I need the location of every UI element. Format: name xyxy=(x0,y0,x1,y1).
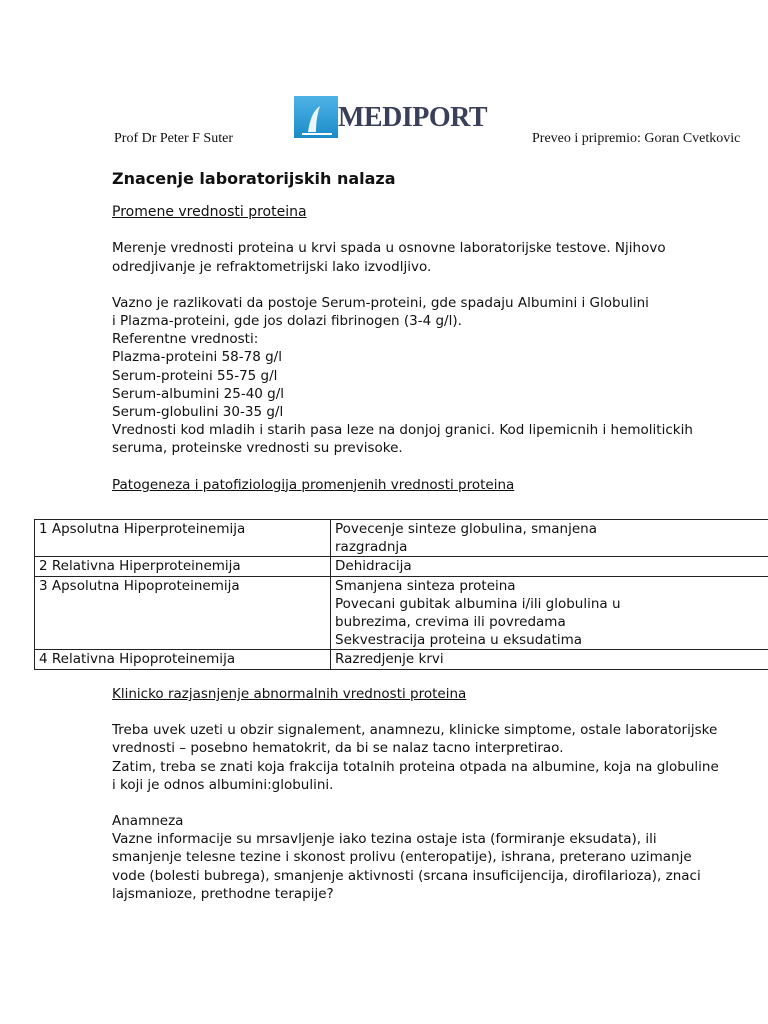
logo-text: MEDIPORT xyxy=(338,102,488,133)
cell-line: razgradnja xyxy=(335,539,408,556)
table-cell: 4 Relativna Hipoproteinemija xyxy=(35,650,331,669)
table-row xyxy=(35,576,768,650)
section-heading-pathogenesis: Patogeneza i patofiziologija promenjenih vrednosti proteina xyxy=(112,476,515,493)
table-cell xyxy=(331,557,768,576)
text-line: seruma, proteinske vrednosti su previsoke. xyxy=(112,440,403,457)
text-line: Vazno je razlikovati da postoje Serum-proteini, gde spadaju Albumini i Globulini xyxy=(112,294,649,311)
text-line: i Plazma-proteini, gde jos dolazi fibrinogen (3-4 g/l). xyxy=(112,313,462,330)
text-line: Merenje vrednosti proteina u krvi spada u osnovne laboratorijske testove. Njihovo xyxy=(112,240,666,257)
table-cell xyxy=(331,576,768,650)
text-line: Serum-proteini 55-75 g/l xyxy=(112,367,278,384)
translator-credit: Preveo i pripremio: Goran Cvetkovic xyxy=(532,131,741,146)
text-line: Vazne informacije su mrsavljenje iako tezina ostaje ista (formiranje eksudata), ili xyxy=(112,831,657,848)
table-cell: 3 Apsolutna Hipoproteinemija xyxy=(35,576,331,650)
text-line: Vrednosti kod mladih i starih pasa leze na donjoj granici. Kod lipemicnih i hemolitickih xyxy=(112,422,693,439)
table-row xyxy=(35,557,768,576)
protein-table xyxy=(34,519,768,670)
author-name: Prof Dr Peter F Suter xyxy=(114,131,233,146)
document-title: Znacenje laboratorijskih nalaza xyxy=(112,169,396,188)
cell-line: Smanjena sinteza proteina xyxy=(335,577,516,594)
cell-line: Povecenje sinteze globulina, smanjena xyxy=(335,521,597,537)
cell-line: Sekvestracija proteina u eksudatima xyxy=(335,632,583,649)
paragraph-intro xyxy=(112,239,712,275)
text-line: i koji je odnos albumini:globulini. xyxy=(112,776,334,793)
text-line: Plazma-proteini 58-78 g/l xyxy=(112,349,282,366)
table-cell: 1 Apsolutna Hiperproteinemija xyxy=(35,520,331,557)
text-line: Anamneza xyxy=(112,813,184,830)
clinical-section xyxy=(112,685,732,903)
mediport-logo xyxy=(294,96,488,140)
table-cell xyxy=(331,650,768,669)
mediport-logo-icon xyxy=(294,96,338,138)
section-heading-clinical: Klinicko razjasnjenje abnormalnih vrednosti proteina xyxy=(112,686,467,702)
table-row xyxy=(35,520,768,557)
text-line: Zatim, treba se znati koja frakcija totalnih proteina otpada na albumine, koja na globuline xyxy=(112,758,719,775)
cell-line: Povecani gubitak albumina i/ili globulina u xyxy=(335,595,621,612)
table-cell xyxy=(331,520,768,557)
cell-line: bubrezima, crevima ili povredama xyxy=(335,614,566,631)
paragraph-reference-values xyxy=(112,294,712,458)
text-line: Treba uvek uzeti u obzir signalement, anamnezu, klinicke simptome, ostale laboratorijske xyxy=(112,722,718,739)
cell-line: Razredjenje krvi xyxy=(335,651,444,668)
paragraph-clinical xyxy=(112,721,732,794)
text-line: Serum-globulini 30-35 g/l xyxy=(112,404,284,421)
section-heading-protein-changes: Promene vrednosti proteina xyxy=(112,204,307,221)
text-line: vrednosti – posebno hematokrit, da bi se nalaz tacno interpretirao. xyxy=(112,740,564,757)
cell-line: Dehidracija xyxy=(335,558,412,575)
document-body xyxy=(112,170,712,494)
table-cell: 2 Relativna Hiperproteinemija xyxy=(35,557,331,576)
text-line: smanjenje telesne tezine i skonost prolivu (enteropatije), ishrana, preterano uzimanje xyxy=(112,849,692,866)
text-line: odredjivanje je refraktometrijski lako izvodljivo. xyxy=(112,258,432,275)
text-line: Referentne vrednosti: xyxy=(112,331,259,348)
paragraph-anamnesis xyxy=(112,812,732,903)
table-row xyxy=(35,650,768,669)
text-line: lajsmanioze, prethodne terapije? xyxy=(112,885,334,902)
text-line: Serum-albumini 25-40 g/l xyxy=(112,385,285,402)
text-line: vode (bolesti bubrega), smanjenje aktivnosti (srcana insuficijencija, dirofilarioza), znaci xyxy=(112,867,701,884)
